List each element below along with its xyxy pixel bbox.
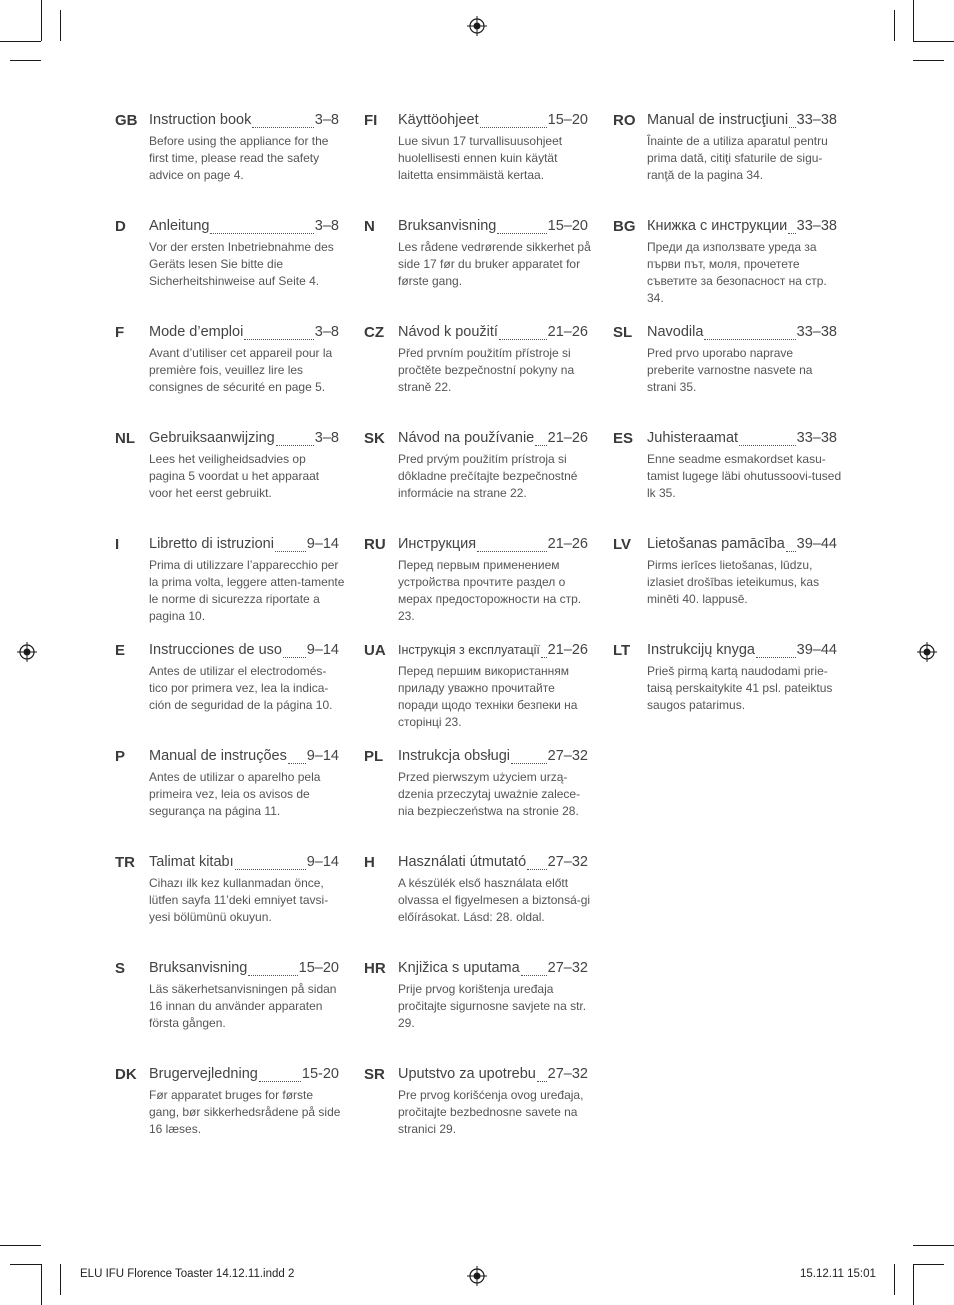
toc-entry	[364, 430, 596, 536]
language-code: CZ	[364, 324, 384, 341]
toc-entry	[613, 430, 845, 536]
entry-title: Knjižica s uputama	[398, 960, 520, 976]
entry-description: Lees het veiligheidsadvies op pagina 5 voordat u het apparaat voor het eerst gebruikt.	[149, 452, 320, 500]
entry-page-range: 9–14	[306, 642, 339, 658]
entry-page-range: 9–14	[306, 536, 339, 552]
language-code: D	[115, 218, 126, 235]
toc-entry	[613, 218, 845, 324]
language-code: E	[115, 642, 126, 659]
crop-mark-bottom-right-v	[913, 1264, 914, 1305]
entry-title: Manual de instrucţiuni	[647, 112, 789, 128]
dot-leader	[541, 647, 547, 658]
entry-title-row	[149, 642, 339, 658]
toc-entry	[364, 642, 596, 748]
entry-page-range: 3–8	[314, 218, 339, 234]
entry-page-range: 27–32	[547, 748, 588, 764]
entry-title-row	[149, 112, 339, 128]
entry-description: Před prvním použitím přístroje si pročtěte bezpečnostní pokyny na straně 22.	[398, 346, 575, 394]
dot-leader	[788, 223, 795, 234]
entry-title: Libretto di istruzioni	[149, 536, 274, 552]
toc-entry	[364, 112, 596, 218]
language-code: GB	[115, 112, 138, 129]
entry-description: Prije prvog korištenja uređaja pročitajte sigurnosne savjete na str. 29.	[398, 982, 587, 1030]
dot-leader	[789, 117, 796, 128]
dot-leader	[288, 753, 306, 764]
toc-entry	[115, 112, 347, 218]
dot-leader	[739, 435, 796, 446]
entry-description: Läs säkerhetsanvisningen på sidan 16 innan du använder apparaten första gången.	[149, 982, 337, 1030]
entry-title-row	[647, 324, 837, 340]
language-code: I	[115, 536, 120, 553]
toc-entry	[364, 1066, 596, 1172]
toc-entry	[613, 324, 845, 430]
language-code: F	[115, 324, 125, 341]
toc-entry	[115, 218, 347, 324]
entry-title-row	[398, 1066, 588, 1082]
entry-description: Pirms ierīces lietošanas, lūdzu, izlasiet drošības ieteikumus, kas minēti 40. lappusē.	[647, 558, 820, 606]
entry-page-range: 27–32	[547, 1066, 588, 1082]
entry-description: Lue sivun 17 turvallisuusohjeet huolellisesti ennen kuin käytät laitetta ensimmäistä kertaa.	[398, 134, 563, 182]
language-code: H	[364, 854, 375, 871]
entry-title-row	[647, 642, 837, 658]
entry-title-row	[398, 112, 588, 128]
entry-page-range: 27–32	[547, 960, 588, 976]
language-code: DK	[115, 1066, 137, 1083]
entry-description: Enne seadme esmakordset kasu-tamist lugege läbi ohutussoovi-tused lk 35.	[647, 452, 842, 500]
entry-description: Prima di utilizzare l’apparecchio per la prima volta, leggere atten-tamente le norme di sicurezza riportate a pagina 10.	[149, 558, 345, 623]
entry-title-row	[149, 1066, 339, 1082]
entry-page-range: 21–26	[547, 642, 588, 658]
toc-column-1	[115, 112, 347, 1172]
crop-mark-top-right-h2	[913, 60, 944, 61]
entry-title-row	[149, 324, 339, 340]
entry-page-range: 9–14	[306, 854, 339, 870]
registration-mark-icon	[917, 642, 937, 662]
entry-description: Antes de utilizar el electrodomés-tico por primera vez, lea la indica-ción de seguridad de la página 10.	[149, 664, 333, 712]
entry-description: Cihazı ilk kez kullanmadan önce, lütfen sayfa 11’deki emniyet tavsi-yesi bölümünü okuyun.	[149, 876, 329, 924]
entry-description: Перед первым применением устройства прочтите раздел о мерах предосторожности на стр. 23.	[398, 558, 582, 623]
entry-title: Bruksanvisning	[149, 960, 248, 976]
dot-leader	[235, 859, 306, 870]
toc-entry	[364, 748, 596, 854]
crop-mark-top-right-v	[913, 0, 914, 41]
entry-title: Talimat kitabı	[149, 854, 234, 870]
entry-page-range: 3–8	[314, 112, 339, 128]
entry-description: Перед першим використанням приладу уважно прочитайте поради щодо техніки безпеки на сторінці 23.	[398, 664, 578, 729]
entry-title: Instrucciones de uso	[149, 642, 282, 658]
entry-page-range: 33–38	[796, 218, 837, 234]
language-code: HR	[364, 960, 386, 977]
entry-title: Käyttöohjeet	[398, 112, 479, 128]
entry-title: Navodila	[647, 324, 704, 340]
toc-entry	[115, 642, 347, 748]
entry-description: Pre prvog korišćenja ovog uređaja, pročitajte bezbednosne savete na stranici 29.	[398, 1088, 584, 1136]
toc-entry	[115, 324, 347, 430]
toc-entry	[364, 218, 596, 324]
crop-mark-bottom-right-v2	[894, 1264, 895, 1295]
entry-page-range: 3–8	[314, 430, 339, 446]
toc-entry	[613, 536, 845, 642]
dot-leader	[283, 647, 306, 658]
registration-mark-icon	[467, 16, 487, 36]
dot-leader	[527, 859, 547, 870]
crop-mark-bottom-left-h	[0, 1245, 41, 1246]
toc-entry	[115, 1066, 347, 1172]
language-code: SR	[364, 1066, 385, 1083]
entry-description: Antes de utilizar o aparelho pela primeira vez, leia os avisos de segurança na página 11.	[149, 770, 321, 818]
toc-entry	[115, 536, 347, 642]
dot-leader	[521, 965, 547, 976]
toc-entry	[613, 112, 845, 218]
entry-description: A készülék első használata előtt olvassa el figyelmesen a biztonsá-gi előírásokat. Lásd: 28. oldal.	[398, 876, 591, 924]
dot-leader	[477, 541, 547, 552]
language-code: ES	[613, 430, 634, 447]
entry-title: Інструкція з експлуатації	[398, 643, 540, 657]
dot-leader	[499, 329, 547, 340]
toc-entry	[613, 642, 845, 748]
entry-title: Mode d’emploi	[149, 324, 244, 340]
entry-page-range: 15-20	[301, 1066, 339, 1082]
toc-entry	[115, 960, 347, 1066]
entry-page-range: 15–20	[298, 960, 339, 976]
toc-entry	[364, 854, 596, 960]
toc-entry	[364, 324, 596, 430]
toc-column-3	[613, 112, 845, 748]
dot-leader	[704, 329, 795, 340]
entry-title: Anleitung	[149, 218, 210, 234]
dot-leader	[497, 223, 546, 234]
entry-title-row	[398, 748, 588, 764]
toc-entry	[115, 748, 347, 854]
entry-title-row	[398, 642, 588, 658]
entry-page-range: 39–44	[796, 642, 837, 658]
entry-description: Before using the appliance for the first time, please read the safety advice on page 4.	[149, 134, 329, 182]
language-code: TR	[115, 854, 135, 871]
dot-leader	[276, 435, 314, 446]
entry-title-row	[149, 960, 339, 976]
registration-mark-icon	[17, 642, 37, 662]
dot-leader	[275, 541, 306, 552]
toc-entry	[364, 536, 596, 642]
language-code: RO	[613, 112, 636, 129]
entry-title-row	[647, 536, 837, 552]
entry-page-range: 27–32	[547, 854, 588, 870]
dot-leader	[535, 435, 546, 446]
entry-description: Avant d’utiliser cet appareil pour la première fois, veuillez lire les consignes de sécurité en page 5.	[149, 346, 333, 394]
entry-description: Før apparatet bruges for første gang, bør sikkerhedsrådene på side 16 læses.	[149, 1088, 341, 1136]
dot-leader	[756, 647, 796, 658]
language-code: RU	[364, 536, 386, 553]
crop-mark-bottom-left-h2	[10, 1264, 41, 1265]
entry-page-range: 33–38	[796, 112, 837, 128]
language-code: BG	[613, 218, 636, 235]
entry-title-row	[149, 536, 339, 552]
entry-description: Pred prvým použitím prístroja si dôkladne prečítajte bezpečnostné informácie na strane 22.	[398, 452, 578, 500]
toc-entry	[115, 854, 347, 960]
entry-description: Vor der ersten Inbetriebnahme des Geräts lesen Sie bitte die Sicherheitshinweise auf Seite 4.	[149, 240, 334, 288]
entry-title-row	[398, 430, 588, 446]
entry-title: Manual de instruções	[149, 748, 287, 764]
dot-leader	[511, 753, 547, 764]
entry-title-row	[398, 536, 588, 552]
entry-page-range: 15–20	[547, 218, 588, 234]
entry-title: Bruksanvisning	[398, 218, 497, 234]
language-code: SK	[364, 430, 385, 447]
toc-entry	[115, 430, 347, 536]
entry-page-range: 21–26	[547, 324, 588, 340]
entry-page-range: 21–26	[547, 536, 588, 552]
entry-title: Инструкция	[398, 536, 477, 552]
crop-mark-top-left-h2	[10, 60, 41, 61]
crop-mark-top-left-v	[41, 0, 42, 41]
entry-title: Návod na používanie	[398, 430, 535, 446]
entry-description: Преди да използвате уреда за първи път, моля, прочетете съветите за безопасност на стр. 34.	[647, 240, 827, 305]
entry-title-row	[647, 218, 837, 234]
entry-title: Gebruiksaanwijzing	[149, 430, 275, 446]
entry-title: Uputstvo za upotrebu	[398, 1066, 536, 1082]
entry-page-range: 39–44	[796, 536, 837, 552]
toc-entry	[364, 960, 596, 1066]
language-code: FI	[364, 112, 378, 129]
entry-page-range: 3–8	[314, 324, 339, 340]
entry-description: Prieš pirmą kartą naudodami prie-taisą perskaitykite 41 psl. pateiktus saugos patarimus.	[647, 664, 833, 712]
language-code: PL	[364, 748, 384, 765]
entry-title-row	[398, 218, 588, 234]
dot-leader	[259, 1071, 301, 1082]
language-code: UA	[364, 642, 386, 659]
footer-datetime: 15.12.11 15:01	[800, 1268, 876, 1280]
dot-leader	[537, 1071, 547, 1082]
crop-mark-top-right-h	[913, 41, 954, 42]
footer-file-label: ELU IFU Florence Toaster 14.12.11.indd 2	[80, 1268, 295, 1280]
entry-title: Használati útmutató	[398, 854, 527, 870]
crop-mark-bottom-right-h	[913, 1245, 954, 1246]
entry-title: Brugervejledning	[149, 1066, 258, 1082]
language-code: LV	[613, 536, 632, 553]
entry-description: Przed pierwszym użyciem urzą-dzenia przeczytaj uważnie zalece-nia bezpieczeństwa na stronie 28.	[398, 770, 581, 818]
entry-title: Instrukcijų knyga	[647, 642, 755, 658]
entry-title-row	[398, 324, 588, 340]
entry-title: Instrukcja obsługi	[398, 748, 511, 764]
language-code: S	[115, 960, 126, 977]
entry-title-row	[149, 218, 339, 234]
entry-title-row	[398, 960, 588, 976]
entry-page-range: 33–38	[796, 430, 837, 446]
entry-page-range: 33–38	[796, 324, 837, 340]
crop-mark-top-left-h	[0, 41, 41, 42]
entry-page-range: 15–20	[547, 112, 588, 128]
language-code: SL	[613, 324, 633, 341]
crop-mark-top-right-v2	[894, 10, 895, 41]
language-code: LT	[613, 642, 631, 659]
registration-mark-icon	[467, 1266, 487, 1286]
language-code: NL	[115, 430, 135, 447]
entry-title-row	[149, 748, 339, 764]
entry-title: Návod k použití	[398, 324, 498, 340]
entry-title: Instruction book	[149, 112, 252, 128]
dot-leader	[248, 965, 297, 976]
entry-title-row	[149, 430, 339, 446]
toc-column-2	[364, 112, 596, 1172]
entry-title: Lietošanas pamācība	[647, 536, 785, 552]
crop-mark-bottom-right-h2	[913, 1264, 944, 1265]
crop-mark-top-left-v2	[60, 10, 61, 41]
entry-title-row	[149, 854, 339, 870]
dot-leader	[244, 329, 313, 340]
entry-description: Les rådene vedrørende sikkerhet på side 17 før du bruker apparatet for første gang.	[398, 240, 591, 288]
crop-mark-bottom-left-v	[41, 1264, 42, 1305]
dot-leader	[480, 117, 547, 128]
crop-mark-bottom-left-v2	[60, 1264, 61, 1295]
dot-leader	[252, 117, 313, 128]
language-code: N	[364, 218, 375, 235]
entry-title-row	[647, 112, 837, 128]
entry-description: Înainte de a utiliza aparatul pentru prima dată, citiţi sfaturile de sigu-ranţă de la pagina 34.	[647, 134, 828, 182]
entry-page-range: 9–14	[306, 748, 339, 764]
dot-leader	[210, 223, 313, 234]
entry-page-range: 21–26	[547, 430, 588, 446]
language-code: P	[115, 748, 126, 765]
entry-title-row	[647, 430, 837, 446]
entry-title-row	[398, 854, 588, 870]
entry-title: Книжка с инструкции	[647, 218, 788, 234]
dot-leader	[786, 541, 796, 552]
entry-description: Pred prvo uporabo naprave preberite varnostne nasvete na strani 35.	[647, 346, 813, 394]
entry-title: Juhisteraamat	[647, 430, 739, 446]
